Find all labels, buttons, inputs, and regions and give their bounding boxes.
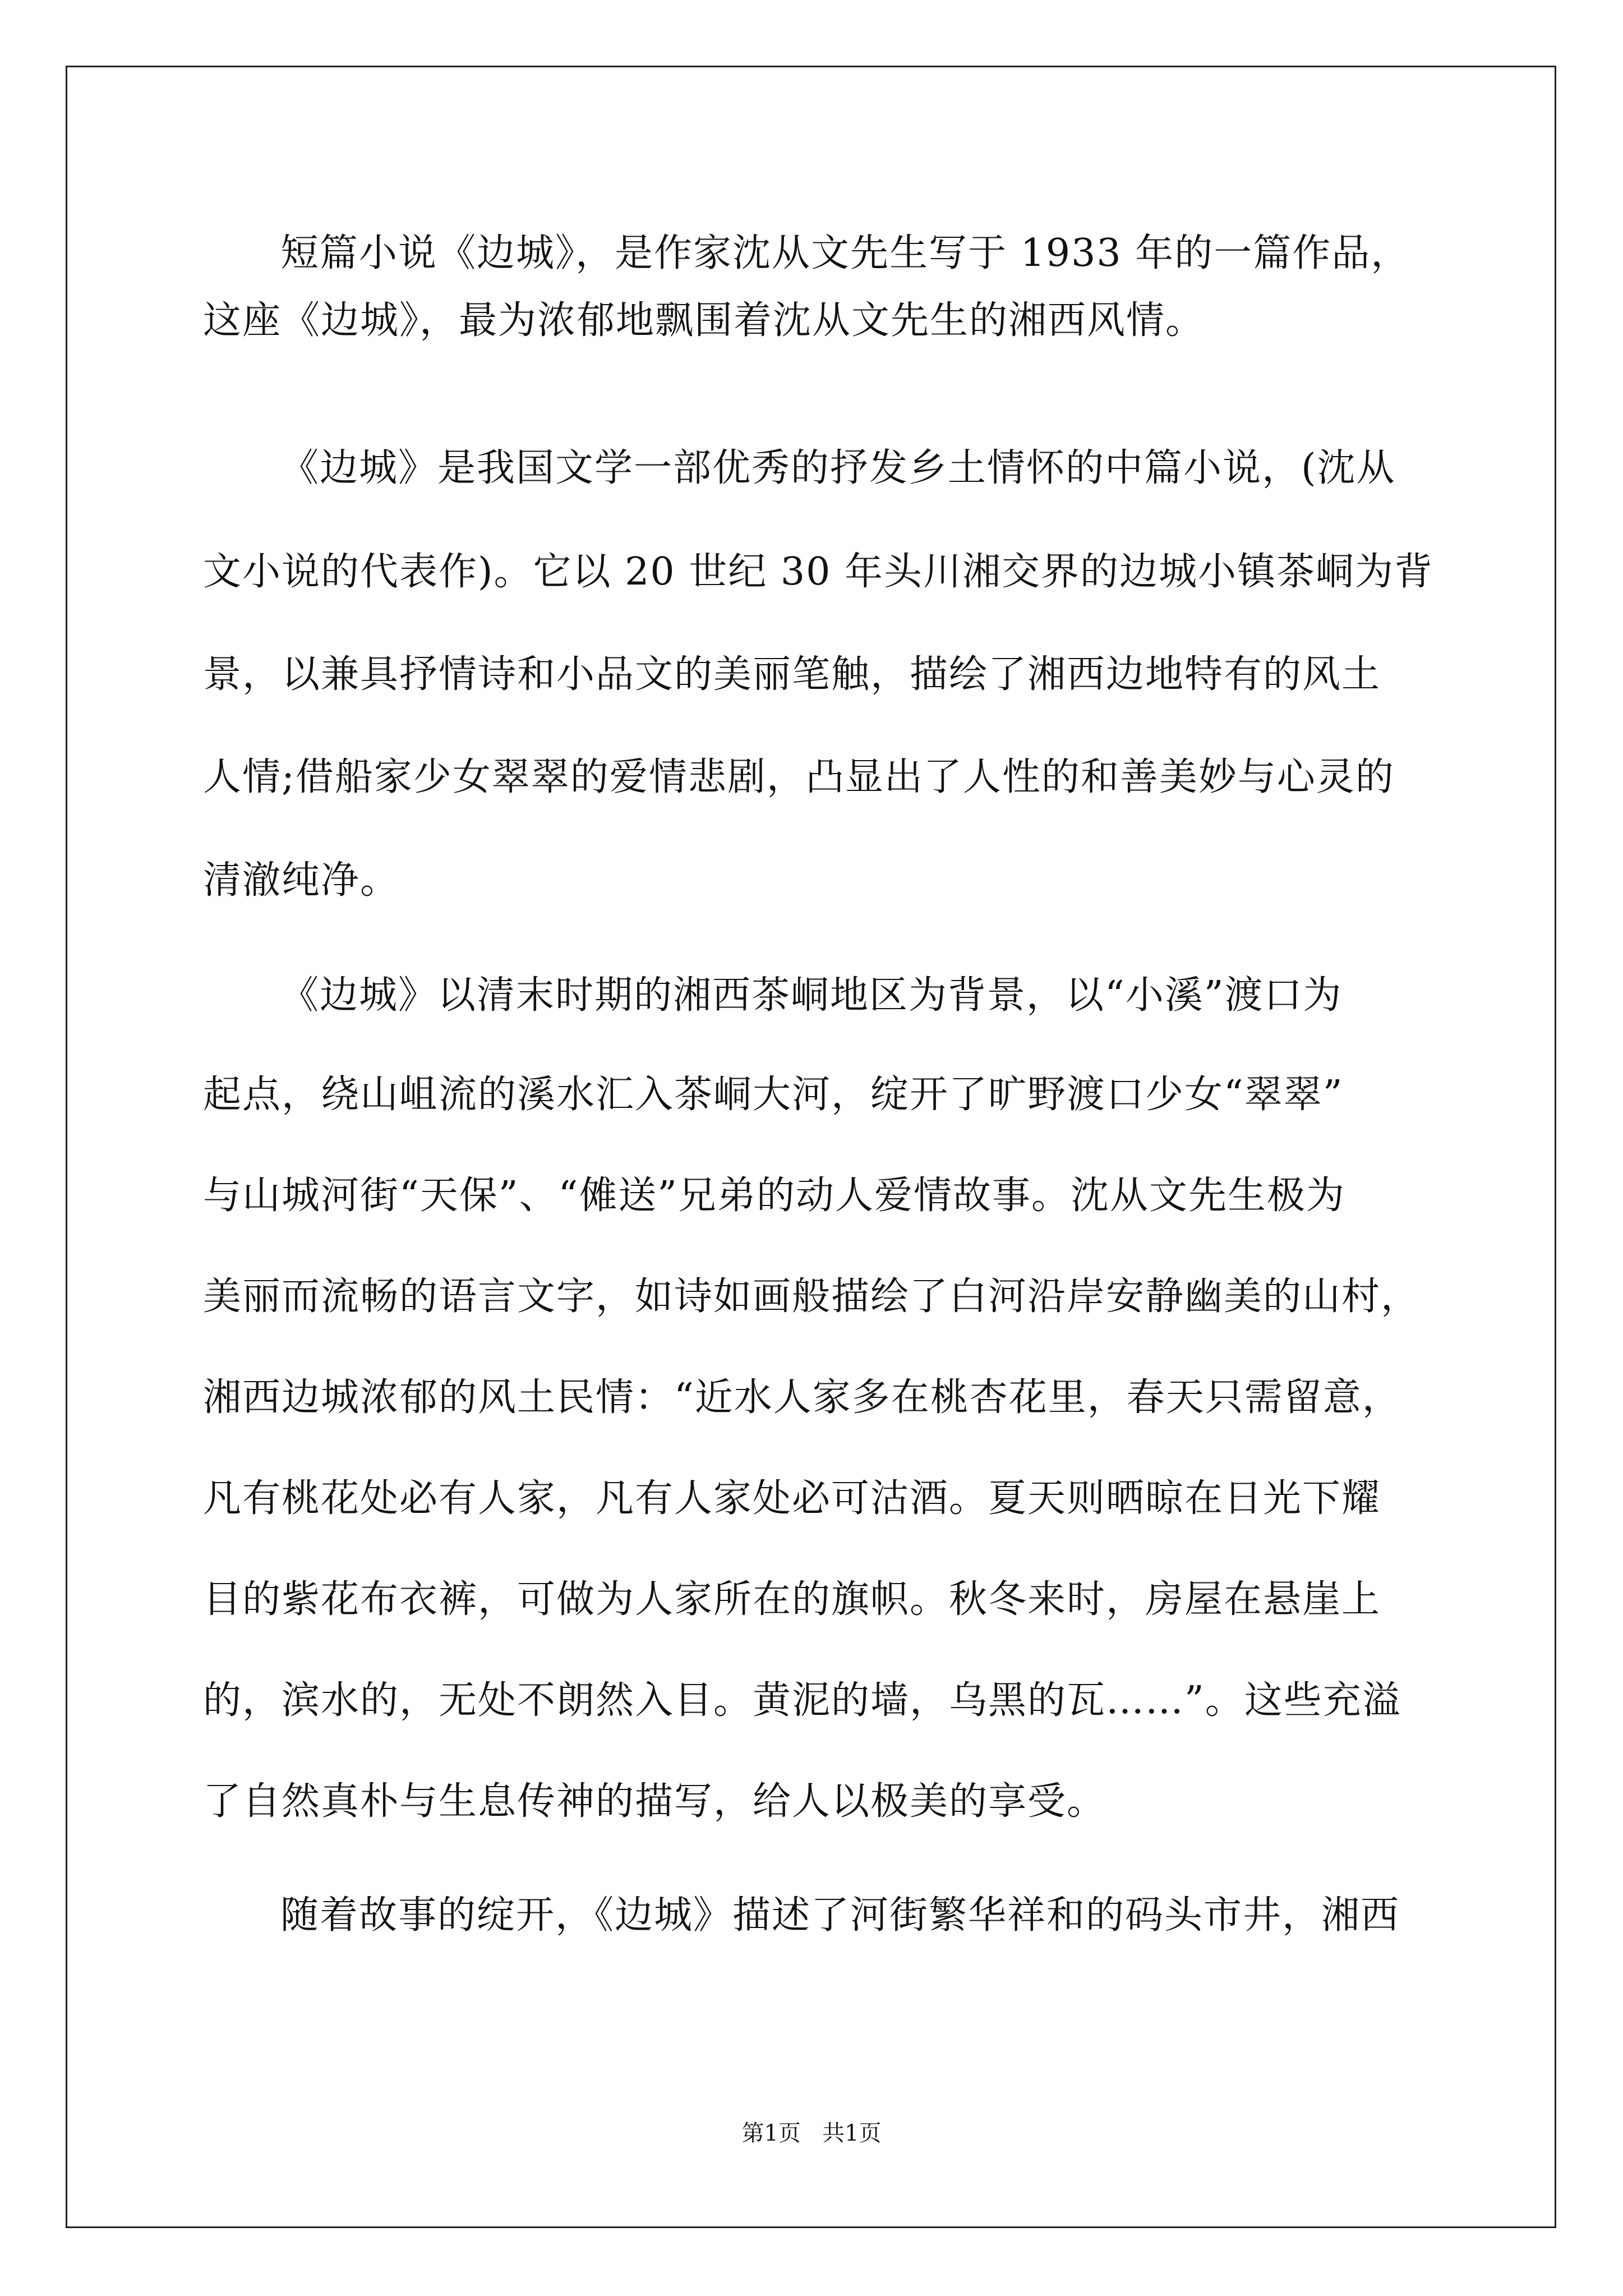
text-line: 湘西边城浓郁的风土民情：“近水人家多在桃杏花里，春天只需留意， xyxy=(203,1375,1401,1420)
text-line: 这座《边城》，最为浓郁地飘围着沈从文先生的湘西风情。 xyxy=(203,298,1205,343)
text-line: 凡有桃花处必有人家，凡有人家处必可沽酒。夏天则晒晾在日光下耀 xyxy=(203,1476,1381,1521)
text-line: 随着故事的绽开，《边城》描述了河街繁华祥和的码头市井，湘西 xyxy=(280,1893,1400,1938)
text-line: 与山城河街“天保”、“傩送”兄弟的动人爱情故事。沈从文先生极为 xyxy=(203,1174,1346,1218)
text-line: 文小说的代表作)。它以 20 世纪 30 年头川湘交界的边城小镇茶峒为背 xyxy=(203,550,1434,594)
text-line: 起点，绕山岨流的溪水汇入茶峒大河，绽开了旷野渡口少女“翠翠” xyxy=(203,1073,1344,1117)
text-line: 人情;借船家少女翠翠的爱情悲剧，凸显出了人性的和善美妙与心灵的 xyxy=(203,755,1395,799)
text-line: 了自然真朴与生息传神的描写，给人以极美的享受。 xyxy=(203,1779,1106,1824)
text-line: 目的紫花布衣裤，可做为人家所在的旗帜。秋冬来时，房屋在悬崖上 xyxy=(203,1577,1381,1622)
text-line: 《边城》以清末时期的湘西茶峒地区为背景，以“小溪”渡口为 xyxy=(280,973,1343,1018)
text-line: 景，以兼具抒情诗和小品文的美丽笔触，描绘了湘西边地特有的风土 xyxy=(203,652,1381,697)
text-line: 短篇小说《边城》，是作家沈从文先生写于 1933 年的一篇作品， xyxy=(280,231,1410,275)
page-footer: 第1页 共1页 xyxy=(741,2120,882,2146)
text-line: 的，滨水的，无处不朗然入目。黄泥的墙，乌黑的瓦……”。这些充溢 xyxy=(203,1678,1401,1723)
text-line: 清澈纯净。 xyxy=(203,858,400,903)
text-line: 《边城》是我国文学一部优秀的抒发乡土情怀的中篇小说，(沈从 xyxy=(280,446,1396,490)
text-line: 美丽而流畅的语言文字，如诗如画般描绘了白河沿岸安静幽美的山村， xyxy=(203,1274,1421,1319)
